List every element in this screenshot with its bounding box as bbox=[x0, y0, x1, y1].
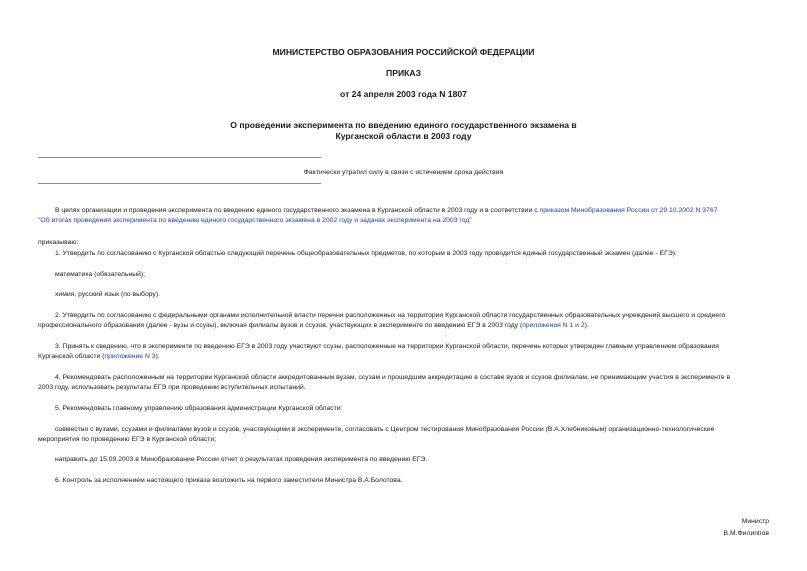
item-5a-line-2: мероприятия по проведению ЕГЭ в Курганской области; bbox=[38, 436, 217, 443]
item-3-end: ). bbox=[155, 353, 160, 360]
item-6: 6. Контроль за исполнением настоящего приказа возложить на первого заместителя Министра В.А.Болотова. bbox=[55, 477, 403, 484]
item-5: 5. Рекомендовать главному управлению образования администрации Курганской области: bbox=[55, 405, 343, 412]
item-3-line-1: 3. Принять к сведению, что в эксперименте по введению ЕГЭ в 2003 году участвуют ссузы, расположенные на территории Курганской области, перечень которых утвержден главным управлением образования bbox=[55, 343, 719, 350]
intro-paragraph bbox=[38, 206, 778, 226]
intro-text: В целях организации и проведения эксперимента по введению единого государственного экзамена в Курганской области в 2003 году и в соответствии с bbox=[55, 207, 540, 214]
signature-position: Министр bbox=[741, 518, 769, 525]
item-2-line-1: 2. Утвердить по согласованию с федеральными органами исполнительной власти перечни расположенных на территории Курганской области государственных образовательных учреждений высшего и среднего bbox=[55, 312, 726, 319]
item-1-math: математика (обязательный); bbox=[55, 271, 146, 278]
item-2-end: ). bbox=[584, 322, 589, 329]
item-4-line-2: 2003 году, использовать результаты ЕГЭ при проведении вступительных испытаний. bbox=[38, 384, 306, 391]
appendix-1-2-link[interactable]: приложения N 1 и 2 bbox=[522, 322, 585, 329]
bottom-divider bbox=[38, 183, 321, 184]
item-1-chem-rus: химия, русский язык (по выбору). bbox=[55, 291, 160, 298]
top-divider bbox=[38, 157, 321, 158]
ministry-heading: МИНИСТЕРСТВО ОБРАЗОВАНИЯ РОССИЙСКОЙ ФЕДЕРАЦИИ bbox=[272, 47, 535, 57]
document-title bbox=[0, 120, 807, 142]
document-title-line-1: О проведении эксперимента по введению единого государственного экзамена в bbox=[230, 120, 577, 130]
item-5a bbox=[38, 425, 778, 445]
item-4-line-1: 4. Рекомендовать расположенным на территории Курганской области аккредитованным вузам, ссузам и прошедшим аккредитацию в составе вузов и ссузов филиалам, не принимающим участия в эксперименте в bbox=[55, 374, 731, 381]
item-5b: направить до 15.09.2003 в Минобразование России отчет о результатах проведения эксперимента по введению ЕГЭ. bbox=[55, 456, 428, 463]
item-2-line-2: профессионального образования (далее - вузы и ссузы), включая филиалы вузов и ссузов, участвующих в эксперименте по введению ЕГЭ в 2003 году ( bbox=[38, 322, 523, 329]
appendix-3-link[interactable]: приложение N 3 bbox=[104, 353, 156, 360]
item-5a-line-1: совместно с вузами, ссузами и филиалами вузов и ссузов, участвующими в эксперименте, согласовать с Центром тестирования Минобразования России (В.А.Хлебниковым) организационно-технологические bbox=[55, 426, 715, 433]
signature-name: В.М.Филиппов bbox=[723, 530, 769, 537]
order-3767-link[interactable]: приказом Минобразования России от 29.10.2002 N 3767 bbox=[539, 207, 718, 214]
item-3 bbox=[38, 342, 778, 362]
date-number-heading: от 24 апреля 2003 года N 1807 bbox=[340, 89, 467, 99]
item-2 bbox=[38, 311, 778, 331]
item-4 bbox=[38, 373, 778, 393]
order-3767-title-link[interactable]: "Об итогах проведения эксперимента по введению единого государственного экзамена в 2002 году и задачах эксперимента на 2003 год" bbox=[38, 217, 472, 224]
item-3-line-2: Курганской области ( bbox=[38, 353, 105, 360]
status-note: Фактически утратил силу в связи с истечением срока действия bbox=[303, 169, 504, 176]
document-title-line-2: Курганской области в 2003 году bbox=[335, 131, 472, 141]
orders-word: приказываю: bbox=[38, 239, 79, 246]
item-1: 1. Утвердить по согласованию с Курганской областью следующий перечень общеобразовательных предметов, по которым в 2003 году проводится единый государственный экзамен (далее - ЕГЭ): bbox=[55, 250, 677, 257]
doc-type-heading: ПРИКАЗ bbox=[386, 68, 421, 78]
